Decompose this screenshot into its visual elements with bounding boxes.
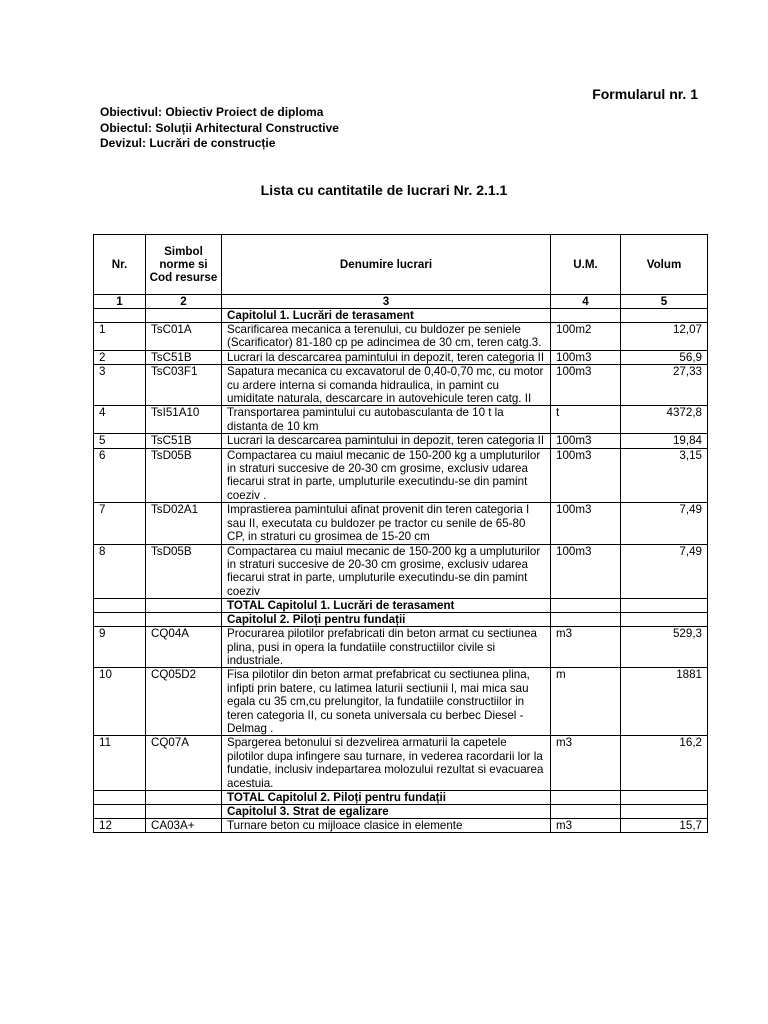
cell-nr [94,613,146,627]
table-row [94,736,708,791]
cell-name: Fisa pilotilor din beton armat prefabricat cu sectiunea plina, infipti prin batere, cu latimea laturii sectiunii l, mai mica sau egala cu 35 cm,cu prelungitor, la fundatiile constructiilor in teren categoria II, cu soneta universala cu berbec Diesel - Delmag . [222,668,551,736]
cell-um: 100m3 [551,434,621,448]
cell-code: TsC51B [146,434,222,448]
column-index: 4 [551,295,621,309]
col-header-nr: Nr. [94,235,146,295]
table-row [94,323,708,351]
column-index: 2 [146,295,222,309]
cell-um [551,599,621,613]
table-row [94,819,708,833]
table-row [94,544,708,599]
cell-code [146,805,222,819]
chapter-row [94,613,708,627]
cell-volume [621,805,708,819]
cell-nr: 12 [94,819,146,833]
cell-nr: 9 [94,627,146,668]
cell-code: TsD05B [146,544,222,599]
cell-name: Lucrari la descarcarea pamintului in depozit, teren categoria II [222,350,551,364]
cell-nr: 5 [94,434,146,448]
cell-name: Turnare beton cu mijloace clasice in elemente [222,819,551,833]
cell-code [146,791,222,805]
cell-um: t [551,406,621,434]
cell-volume: 7,49 [621,503,708,544]
cell-um: m3 [551,627,621,668]
table-row [94,503,708,544]
cell-volume: 3,15 [621,448,708,503]
cell-volume: 1881 [621,668,708,736]
cell-nr: 3 [94,365,146,406]
cell-volume [621,599,708,613]
document-meta [100,105,339,152]
table-row [94,406,708,434]
cell-code: TsC01A [146,323,222,351]
table-row [94,350,708,364]
cell-name: Imprastierea pamintului afinat provenit din teren categoria I sau II, executata cu buldozer pe tractor cu senile de 65-80 CP, in straturi cu grosimea de 15-20 cm [222,503,551,544]
cell-nr: 4 [94,406,146,434]
header-row [94,235,708,295]
total-row [94,599,708,613]
estimate-line: Devizul: Lucrări de construcție [100,136,276,150]
cell-volume: 16,2 [621,736,708,791]
cell-name: Compactarea cu maiul mecanic de 150-200 kg a umpluturilor in straturi succesive de 20-30 cm grosime, exclusiv udarea fiecarui strat in parte, umpluturile executindu-se din pamint coeziv . [222,448,551,503]
cell-name: Spargerea betonului si dezvelirea armaturii la capetele pilotilor dupa infingere sau turnare, in vederea racordarii lor la fundatie, inclusiv indepartarea molozului rezultat si evacuarea acestuia. [222,736,551,791]
cell-name: Compactarea cu maiul mecanic de 150-200 kg a umpluturilor in straturi succesive de 20-30 cm grosime, exclusiv udarea fiecarui strat in parte, umpluturile executindu-se din pamint coeziv [222,544,551,599]
chapter-row [94,805,708,819]
cell-volume: 19,84 [621,434,708,448]
cell-name: Capitolul 1. Lucrări de terasament [222,309,551,323]
cell-name: TOTAL Capitolul 2. Piloți pentru fundații [222,791,551,805]
cell-name: TOTAL Capitolul 1. Lucrări de terasament [222,599,551,613]
cell-code: TsC03F1 [146,365,222,406]
column-index-row [94,295,708,309]
document-title: Lista cu cantitatile de lucrari Nr. 2.1.1 [260,182,508,198]
cell-nr: 8 [94,544,146,599]
cell-code: TsC51B [146,350,222,364]
cell-nr: 6 [94,448,146,503]
cell-volume [621,613,708,627]
col-header-um: U.M. [551,235,621,295]
cell-nr [94,791,146,805]
cell-nr: 2 [94,350,146,364]
objective-line: Obiectivul: Obiectiv Proiect de diploma [100,105,324,119]
cell-um: m3 [551,736,621,791]
cell-nr: 10 [94,668,146,736]
cell-volume [621,791,708,805]
cell-volume [621,309,708,323]
cell-name: Capitolul 2. Piloți pentru fundații [222,613,551,627]
cell-um: m3 [551,819,621,833]
cell-volume: 27,33 [621,365,708,406]
cell-code [146,599,222,613]
cell-code: TsD05B [146,448,222,503]
cell-volume: 529,3 [621,627,708,668]
cell-code: TsD02A1 [146,503,222,544]
cell-name: Capitolul 3. Strat de egalizare [222,805,551,819]
cell-name: Transportarea pamintului cu autobasculanta de 10 t la distanta de 10 km [222,406,551,434]
table-row [94,448,708,503]
form-number: Formularul nr. 1 [592,86,698,102]
cell-um [551,613,621,627]
cell-name: Sapatura mecanica cu excavatorul de 0,40-0,70 mc, cu motor cu ardere interna si comanda hidraulica, in pamint cu umiditate naturala, descarcare in autovehicule teren catg. II [222,365,551,406]
cell-name: Lucrari la descarcarea pamintului in depozit, teren categoria II [222,434,551,448]
cell-um: 100m3 [551,544,621,599]
cell-volume: 56,9 [621,350,708,364]
cell-code: CA03A+ [146,819,222,833]
cell-um: 100m3 [551,448,621,503]
col-header-name: Denumire lucrari [222,235,551,295]
cell-name: Procurarea pilotilor prefabricati din beton armat cu sectiunea plina, pusi in opera la fundatiile constructiilor civile si industriale. [222,627,551,668]
cell-code: TsI51A10 [146,406,222,434]
works-quantity-table [93,234,708,833]
cell-nr: 7 [94,503,146,544]
cell-nr: 1 [94,323,146,351]
cell-um: 100m3 [551,350,621,364]
cell-um [551,309,621,323]
col-header-volume: Volum [621,235,708,295]
cell-um: 100m2 [551,323,621,351]
cell-um: 100m3 [551,365,621,406]
cell-um: m [551,668,621,736]
table-row [94,668,708,736]
column-index: 5 [621,295,708,309]
cell-name: Scarificarea mecanica a terenului, cu buldozer pe seniele (Scarificator) 81-180 cp pe adincimea de 30 cm, teren catg.3. [222,323,551,351]
cell-nr [94,599,146,613]
cell-volume: 4372,8 [621,406,708,434]
cell-volume: 7,49 [621,544,708,599]
cell-code: CQ04A [146,627,222,668]
cell-um [551,805,621,819]
col-header-code: Simbol norme si Cod resurse [146,235,222,295]
chapter-row [94,309,708,323]
table-row [94,365,708,406]
table-row [94,434,708,448]
column-index: 3 [222,295,551,309]
cell-um [551,791,621,805]
column-index: 1 [94,295,146,309]
cell-um: 100m3 [551,503,621,544]
cell-code [146,613,222,627]
cell-code: CQ07A [146,736,222,791]
total-row [94,791,708,805]
object-line: Obiectul: Soluții Arhitectural Constructive [100,120,339,135]
cell-volume: 15,7 [621,819,708,833]
cell-nr [94,805,146,819]
cell-code [146,309,222,323]
cell-nr [94,309,146,323]
cell-code: CQ05D2 [146,668,222,736]
table-row [94,627,708,668]
cell-volume: 12,07 [621,323,708,351]
cell-nr: 11 [94,736,146,791]
